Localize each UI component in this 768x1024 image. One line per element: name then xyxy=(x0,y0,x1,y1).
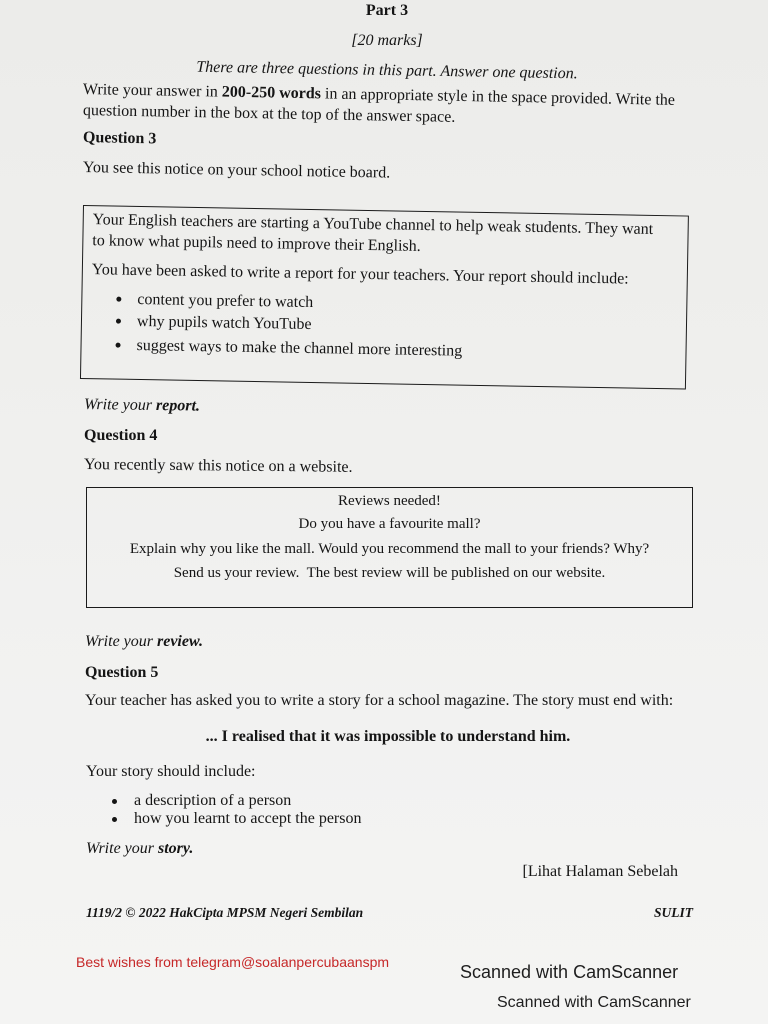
task-lead: Write your xyxy=(83,396,157,415)
question-5-task xyxy=(86,839,193,859)
bullet-icon xyxy=(112,799,117,804)
instructions-line-2: question number in the box at the top of the answer space. xyxy=(82,102,456,126)
next-page-note: [Lihat Halaman Sebelah xyxy=(522,863,678,880)
bullet-icon xyxy=(116,297,121,302)
story-bullet-item xyxy=(112,809,361,829)
notice-box-question-4 xyxy=(86,487,693,608)
camscanner-watermark: Scanned with CamScanner xyxy=(460,962,679,982)
bullet-text: why pupils watch YouTube xyxy=(136,312,312,333)
question-3-task xyxy=(84,395,200,417)
question-5-lead: Your teacher has asked you to write a story for a school magazine. The story must end with: xyxy=(85,692,674,709)
task-word: story. xyxy=(158,840,194,857)
notice-bullet-item xyxy=(116,311,312,334)
question-5-include-line: Your story should include: xyxy=(86,763,256,780)
notice-line: Do you have a favourite mall? xyxy=(298,515,481,532)
notice-line: to know what pupils need to improve their English. xyxy=(92,231,421,255)
task-word: report. xyxy=(155,397,201,415)
marks-label: [20 marks] xyxy=(351,32,423,49)
story-ending-line: ... I realised that it was impossible to understand him. xyxy=(205,728,571,745)
bullet-icon xyxy=(116,319,121,324)
question-3-lead: You see this notice on your school notice board. xyxy=(82,159,391,182)
notice-line: Reviews needed! xyxy=(338,492,441,509)
bullet-text: how you learnt to accept the person xyxy=(134,810,362,827)
question-4-lead: You recently saw this notice on a website. xyxy=(83,456,353,476)
notice-line: Send us your review. The best review will be published on our website. xyxy=(173,564,606,581)
word-count: 200-250 words xyxy=(221,83,322,103)
telegram-note: Best wishes from telegram@soalanpercubaanspm xyxy=(76,954,390,970)
instructions-text: in an appropriate style in the space provided. Write the xyxy=(320,85,676,109)
notice-include-line: You have been asked to write a report for your teachers. Your report should include: xyxy=(91,260,629,288)
story-bullet-item xyxy=(112,791,291,811)
notice-bullet-item xyxy=(116,289,313,312)
notice-box-question-3 xyxy=(80,205,689,390)
part-intro: There are three questions in this part. Answer one question. xyxy=(196,58,578,83)
question-3-heading: Question 3 xyxy=(82,129,157,148)
notice-bullet-item xyxy=(115,335,462,361)
task-word: review. xyxy=(157,633,204,650)
camscanner-footer: Scanned with CamScanner xyxy=(497,994,691,1011)
bullet-text: content you prefer to watch xyxy=(137,290,314,311)
bullet-icon xyxy=(112,817,117,822)
task-lead: Write your xyxy=(85,633,157,650)
task-lead: Write your xyxy=(86,840,158,857)
question-4-heading: Question 4 xyxy=(84,427,158,444)
bullet-text: a description of a person xyxy=(134,792,292,809)
bullet-text: suggest ways to make the channel more interesting xyxy=(136,336,463,360)
notice-line: Your English teachers are starting a YouTube channel to help weak students. They want xyxy=(92,210,654,238)
question-5-heading: Question 5 xyxy=(85,664,159,681)
question-4-task xyxy=(85,632,203,652)
notice-line: Explain why you like the mall. Would you recommend the mall to your friends? Why? xyxy=(129,540,650,557)
copyright-line: 1119/2 © 2022 HakCipta MPSM Negeri Sembilan xyxy=(86,905,364,920)
part-title: Part 3 xyxy=(365,2,409,19)
classification-label: SULIT xyxy=(653,905,693,920)
instructions-text: Write your answer in xyxy=(82,81,223,101)
bullet-icon xyxy=(116,343,121,348)
